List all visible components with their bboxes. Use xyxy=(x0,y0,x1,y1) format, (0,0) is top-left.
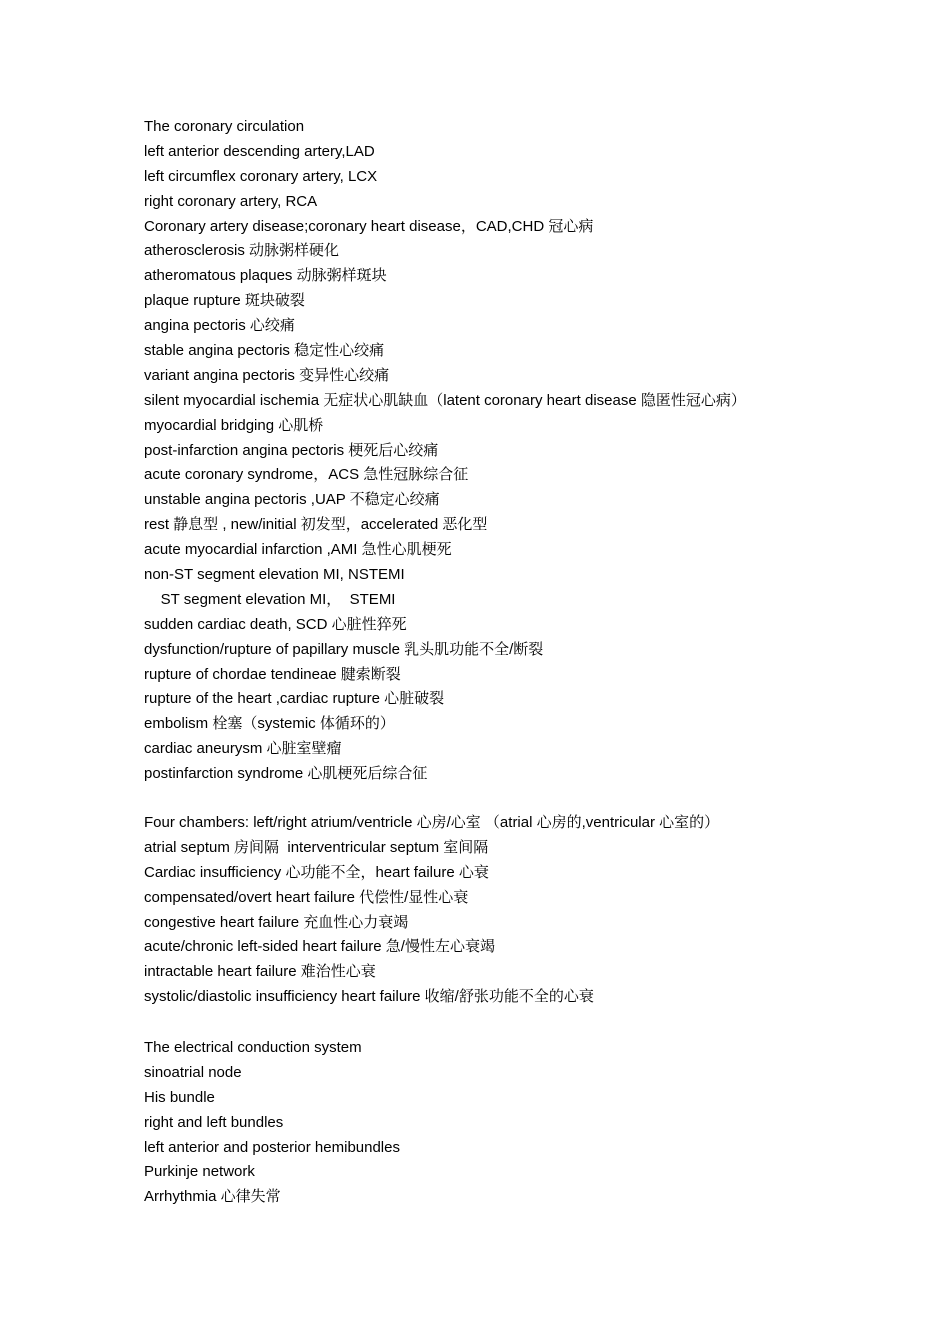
term-line: right coronary artery, RCA xyxy=(144,192,318,210)
term-line: cardiac aneurysm 心脏室壁瘤 xyxy=(144,740,342,758)
term-line: rest 静息型 , new/initial 初发型，accelerated 恶化型 xyxy=(144,516,488,534)
term-line: Purkinje network xyxy=(144,1163,255,1181)
term-line: myocardial bridging 心肌桥 xyxy=(144,416,324,434)
term-line: intractable heart failure 难治性心衰 xyxy=(144,963,376,981)
term-line: dysfunction/rupture of papillary muscle 乳头肌功能不全/断裂 xyxy=(144,640,544,658)
term-line: congestive heart failure 充血性心力衰竭 xyxy=(144,913,409,931)
term-line: Four chambers: left/right atrium/ventricle 心房/心室 （atrial 心房的,ventricular 心室的） xyxy=(144,814,720,831)
term-line: stable angina pectoris 稳定性心绞痛 xyxy=(144,342,385,360)
term-line: atheromatous plaques 动脉粥样斑块 xyxy=(144,267,387,285)
term-line: right and left bundles xyxy=(144,1113,284,1131)
term-line: left anterior and posterior hemibundles xyxy=(144,1138,400,1156)
term-line: embolism 栓塞（systemic 体循环的） xyxy=(144,715,395,733)
term-line: acute coronary syndrome，ACS 急性冠脉综合征 xyxy=(144,466,469,484)
term-line: systolic/diastolic insufficiency heart failure 收缩/舒张功能不全的心衰 xyxy=(144,988,594,1006)
term-line: left circumflex coronary artery, LCX xyxy=(144,167,378,185)
term-line: Cardiac insufficiency 心功能不全，heart failure 心衰 xyxy=(144,863,489,881)
term-line: angina pectoris 心绞痛 xyxy=(144,317,295,335)
term-line: acute myocardial infarction ,AMI 急性心肌梗死 xyxy=(144,541,452,559)
term-line: postinfarction syndrome 心肌梗死后综合征 xyxy=(144,765,428,783)
term-line: atherosclerosis 动脉粥样硬化 xyxy=(144,242,340,260)
term-line: The coronary circulation xyxy=(144,118,305,135)
term-line: acute/chronic left-sided heart failure 急/慢性左心衰竭 xyxy=(144,938,495,956)
term-line: silent myocardial ischemia 无症状心肌缺血（latent coronary heart disease 隐匿性冠心病） xyxy=(144,391,746,409)
term-line: ST segment elevation MI， STEMI xyxy=(144,590,396,608)
coronary-terms-section xyxy=(144,115,924,787)
term-line: Coronary artery disease;coronary heart disease，CAD,CHD 冠心病 xyxy=(144,217,594,235)
term-line: plaque rupture 斑块破裂 xyxy=(144,292,305,310)
term-line: rupture of the heart ,cardiac rupture 心脏破裂 xyxy=(144,690,445,708)
term-line: atrial septum 房间隔 interventricular septum 室间隔 xyxy=(144,838,489,856)
term-line: left anterior descending artery,LAD xyxy=(144,142,375,160)
term-line: Arrhythmia 心律失常 xyxy=(144,1188,281,1206)
term-line: unstable angina pectoris ,UAP 不稳定心绞痛 xyxy=(144,491,440,509)
heart-failure-terms-section xyxy=(144,811,924,1010)
term-line: compensated/overt heart failure 代偿性/显性心衰 xyxy=(144,888,469,906)
term-line: The electrical conduction system xyxy=(144,1039,362,1056)
term-line: non-ST segment elevation MI, NSTEMI xyxy=(144,566,405,584)
term-line: sinoatrial node xyxy=(144,1063,242,1081)
term-line: His bundle xyxy=(144,1088,215,1106)
term-line: sudden cardiac death, SCD 心脏性猝死 xyxy=(144,615,407,633)
conduction-system-terms-section xyxy=(144,1036,924,1210)
term-line: variant angina pectoris 变异性心绞痛 xyxy=(144,366,390,384)
term-line: post-infarction angina pectoris 梗死后心绞痛 xyxy=(144,441,439,459)
term-line: rupture of chordae tendineae 腱索断裂 xyxy=(144,665,401,683)
